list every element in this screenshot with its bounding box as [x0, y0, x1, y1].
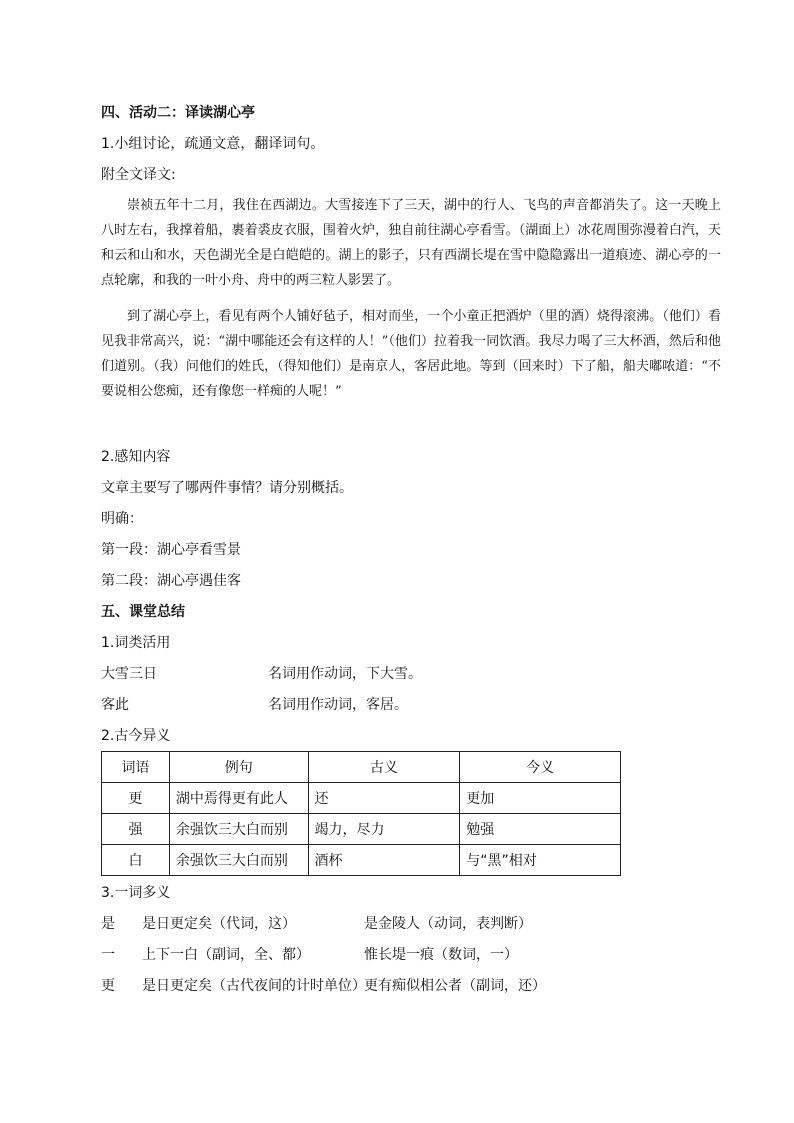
translation-paragraph: 崇祯五年十二月，我住在西湖边。大雪接连下了三天，湖中的行人、飞鸟的声音都消失了。这一天晚上八时左右，我撑着船，裹着裘皮衣服，围着火炉，独自前往湖心亭看雪。（湖面上）冰花周围弥漫着白汽，天和云和山和水，天色湖光全是白皑皑的。湖上的影子，只有西湖长堤在雪中隐隐露出一道痕迹、湖心亭的一点轮廓，和我的一叶小舟、舟中的两三粒人影罢了。 — [101, 198, 721, 288]
table-cell: 更加 — [460, 783, 621, 814]
table-cell: 余强饮三大白而别 — [169, 814, 308, 845]
table-cell: 勉强 — [460, 814, 621, 845]
item2-text: 2.感知内容 — [101, 449, 171, 465]
header-cell: 例句 — [169, 752, 308, 783]
answer-first: 第一段：湖心亭看雪景 — [101, 542, 241, 558]
table-row — [102, 783, 621, 814]
answer-second: 第二段：湖心亭遇佳客 — [101, 573, 241, 589]
table-row — [102, 845, 621, 876]
polysemy-meaning: 更有痴似相公者（副词，还） — [364, 978, 546, 994]
polysemy-word: 一 — [101, 947, 115, 963]
polysemy-meaning: 是日更定矣（代词，这） — [142, 916, 296, 932]
polysemy-meaning: 是金陵人（动词，表判断） — [364, 916, 532, 932]
header-cell: 今义 — [460, 752, 621, 783]
header-cell: 古义 — [308, 752, 460, 783]
table-cell: 与“黑”相对 — [460, 845, 621, 876]
answer-label: 明确： — [101, 511, 143, 527]
question-text: 文章主要写了哪两件事情？请分别概括。 — [101, 480, 353, 496]
translation-heading: 附全文译文: — [101, 167, 176, 183]
table-cell: 竭力，尽力 — [308, 814, 460, 845]
table-header-row — [102, 752, 621, 783]
polysemy-meaning: 是日更定矣（古代夜间的计时单位） — [142, 978, 366, 994]
table-cell: 强 — [102, 814, 170, 845]
usage-term: 大雪三日 — [101, 666, 157, 682]
s5-item1: 1.词类活用 — [101, 635, 171, 651]
header-cell: 词语 — [102, 752, 170, 783]
polysemy-meaning: 上下一白（副词，全、都） — [142, 947, 310, 963]
translation-paragraph: 到了湖心亭上，看见有两个人铺好毡子，相对而坐，一个小童正把酒炉（里的酒）烧得滚沸。（他们）看见我非常高兴，说：“湖中哪能还会有这样的人！”（他们）拉着我一同饮酒。我尽力喝了三大杯酒，然后和他们道别。（我）问他们的姓氏，（得知他们）是南京人，客居此地。等到（回来时）下了船，船夫嘟哝道：“不要说相公您痴，还有像您一样痴的人呢！” — [101, 309, 721, 399]
table-cell: 酒杯 — [308, 845, 460, 876]
usage-explain: 名词用作动词，客居。 — [268, 697, 408, 713]
polysemy-word: 是 — [101, 916, 115, 932]
usage-explain: 名词用作动词，下大雪。 — [268, 666, 422, 682]
item1-text: 1.小组讨论，疏通文意，翻译词句。 — [101, 136, 325, 152]
s5-item3: 3.一词多义 — [101, 885, 171, 901]
s5-item2: 2.古今异义 — [101, 728, 171, 744]
section4-heading: 四、活动二：译读湖心亭 — [101, 105, 255, 121]
table-cell: 余强饮三大白而别 — [169, 845, 308, 876]
section5-heading: 五、课堂总结 — [101, 604, 185, 620]
table-cell: 更 — [102, 783, 170, 814]
table-cell: 还 — [308, 783, 460, 814]
table-cell: 白 — [102, 845, 170, 876]
polysemy-meaning: 惟长堤一痕（数词，一） — [364, 947, 518, 963]
table-cell: 湖中焉得更有此人 — [169, 783, 308, 814]
polysemy-word: 更 — [101, 978, 115, 994]
table-row — [102, 814, 621, 845]
meaning-table — [101, 751, 621, 876]
usage-term: 客此 — [101, 697, 129, 713]
translation-block — [101, 193, 721, 415]
